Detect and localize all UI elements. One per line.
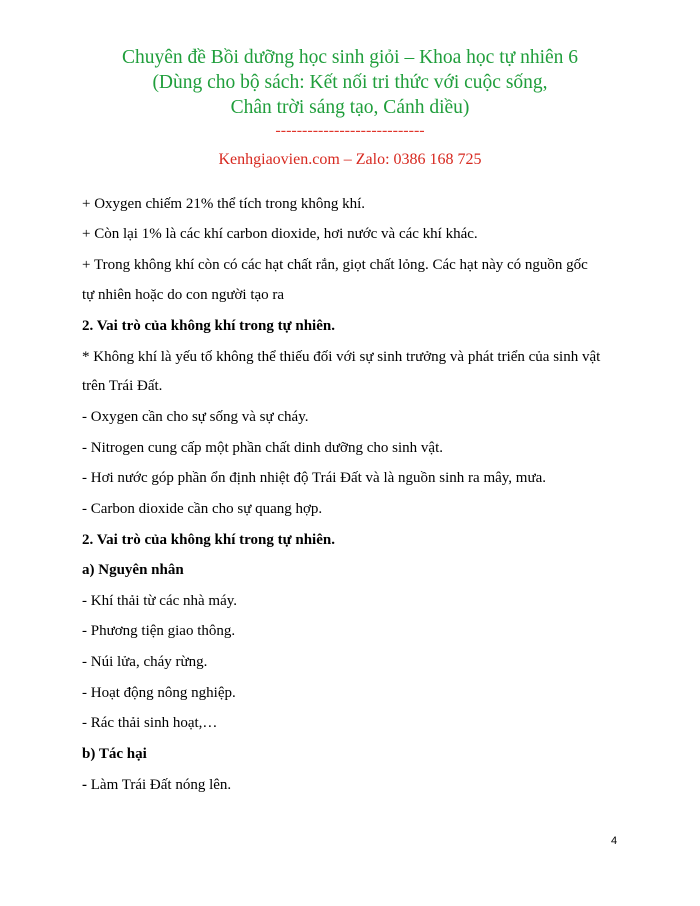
header-site-contact: Kenhgiaovien.com – Zalo: 0386 168 725 <box>218 151 482 168</box>
paragraph-essential-line-2: trên Trái Đất. <box>82 378 163 394</box>
paragraph-particles-line-1: + Trong không khí còn có các hạt chất rắn, giọt chất lỏng. Các hạt này có nguồn gốc <box>82 257 588 273</box>
list-item-nitrogen-role: - Nitrogen cung cấp một phần chất dinh dưỡng cho sinh vật. <box>82 440 443 456</box>
list-item-global-warming <box>82 770 622 801</box>
subheading-harms: b) Tác hại <box>82 746 147 762</box>
list-item-factory-emissions: - Khí thải từ các nhà máy. <box>82 593 238 609</box>
list-item-volcano-fire: - Núi lửa, cháy rừng. <box>82 654 208 670</box>
header-title-line-2: (Dùng cho bộ sách: Kết nối tri thức với cuộc sống, <box>152 72 548 93</box>
header-title-line-3: Chân trời sáng tạo, Cánh diều) <box>230 97 470 118</box>
paragraph-essential-line-1: * Không khí là yếu tố không thể thiếu đối với sự sinh trưởng và phát triển của sinh vật <box>82 349 601 365</box>
section-heading-role: 2. Vai trò của không khí trong tự nhiên. <box>82 318 335 334</box>
paragraph-remaining-gases: + Còn lại 1% là các khí carbon dioxide, hơi nước và các khí khác. <box>82 226 478 242</box>
section-heading-role-repeat: 2. Vai trò của không khí trong tự nhiên. <box>82 532 335 548</box>
subheading-causes: a) Nguyên nhân <box>82 562 184 578</box>
paragraph-particles-line-2: tự nhiên hoặc do con người tạo ra <box>82 287 285 303</box>
header-separator: ---------------------------- <box>275 122 425 139</box>
paragraph-oxygen: + Oxygen chiếm 21% thể tích trong không khí. <box>82 196 365 212</box>
list-item-agriculture: - Hoạt động nông nghiệp. <box>82 685 236 701</box>
page-header <box>0 45 700 171</box>
list-item-water-vapor-role: - Hơi nước góp phần ổn định nhiệt độ Trái Đất và là nguồn sinh ra mây, mưa. <box>82 470 547 486</box>
list-item-global-warming-text: Làm Trái Đất nóng lên. <box>87 777 232 793</box>
header-title-line-1: Chuyên đề Bồi dưỡng học sinh giỏi – Khoa học tự nhiên 6 <box>121 47 579 68</box>
list-item-oxygen-role: - Oxygen cần cho sự sống và sự cháy. <box>82 409 309 425</box>
list-dash: - <box>82 777 87 793</box>
list-item-transport: - Phương tiện giao thông. <box>82 623 236 639</box>
page-number: 4 <box>611 835 618 847</box>
list-item-household-waste: - Rác thải sinh hoạt,… <box>82 715 218 731</box>
list-item-carbon-dioxide-role: - Carbon dioxide cần cho sự quang hợp. <box>82 501 323 517</box>
